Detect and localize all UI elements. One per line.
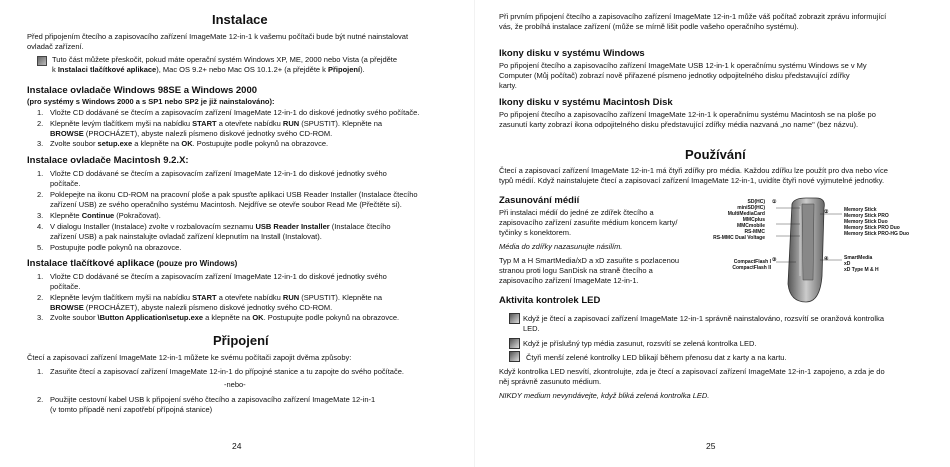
para-line: Typ M a H SmartMedia/xD a xD zasuňte s pozlacenou [499,256,680,265]
led-item: Když je čtecí a zapisovací zařízení ImageMate 12-in-1 správně nainstalováno, rozsvítí se oranžová kontrolka [523,314,885,323]
card-label: RS-MMC Dual Voltage [713,235,765,241]
right-page [475,0,950,467]
list-item: Vložte CD dodávané se čtecím a zapisovacím zařízení ImageMate 12-in-1 do diskové jednotky svého počítače. [50,108,420,117]
section-title-led: Aktivita kontrolek LED [499,295,601,306]
card-label: SmartMedia [844,255,873,261]
list-item: Zvolte soubor \Button Application\setup.exe a klepněte na OK. Postupujte podle pokynů na obrazovce. [50,313,400,322]
list-number: 2. [37,119,44,128]
slot-marker: ② [824,209,829,215]
right-card-labels [844,207,909,237]
left-card-labels [707,199,765,241]
note-line-2: k Instalaci tlačítkové aplikace), Mac OS 9.2+ nebo Mac OS 10.1.2+ (a přejděte k Připojení). [52,65,365,74]
para-line: Když kontrolka LED nesvítí, zkontrolujte, zda je čtecí a zapisovací zařízení ImageMate 12-in-1 zapojeno, a zda je do [499,367,885,376]
list-item: Zvolte soubor setup.exe a klepněte na OK. Postupujte podle pokynů na obrazovce. [50,139,329,148]
section-title-pouzivani: Používání [685,147,746,162]
list-number: 1. [37,272,44,281]
small-leds-icon [509,351,520,362]
or-separator: -nebo- [224,380,246,389]
list-number: 5. [37,243,44,252]
page-number: 24 [232,441,242,451]
para-line: zapisovacího zařízení ImageMate 12-in-1. [499,276,639,285]
list-item: V dialogu Installer (Instalace) zvolte v rozbalovacím seznamu USB Reader Installer (Instalace čtecího [50,222,391,231]
pripojeni-intro: Čtecí a zapisovací zařízení ImageMate 12-in-1 můžete ke svému počítači zapojit dvěma způsoby: [27,353,352,362]
list-item-cont: počítače. [50,179,81,188]
card-label: Memory Stick PRO-HG Duo [844,231,910,237]
slot-marker: ③ [772,257,777,263]
section-title-inserting-media: Zasunování médií [499,195,580,206]
card-label: xD [844,261,851,267]
list-item: Klepněte Continue (Pokračovat). [50,211,161,220]
list-item: Klepněte levým tlačítkem myši na nabídku START a otevřete nabídku RUN (SPUSTIT). Klepněte na [50,119,383,128]
list-number: 3. [37,313,44,322]
list-item-cont: BROWSE (PROCHÁZET), abyste nalezli písmeno diskové jednotky svého CD-ROM. [50,303,333,312]
list-item: Vložte CD dodávané se čtecím a zapisovacím zařízení ImageMate 12-in-1 do diskové jednotky svého [50,169,387,178]
card-label: MMCmobile [736,223,765,229]
list-number: 1. [37,169,44,178]
intro-line-2: ovladač zařízení. [27,42,84,51]
led-item-cont: LED. [523,324,540,333]
para-line: Po připojení čtecího a zapisovacího zařízení ImageMate USB 12-in-1 k operačnímu systému Windows se v My [499,61,867,70]
list-item: Vložte CD dodávané se čtecím a zapisovacím zařízení ImageMate 12-in-1 do diskové jednotky svého [50,272,387,281]
list-item: Postupujte podle pokynů na obrazovce. [50,243,182,252]
first-connect-line-1: Při prvním připojení čtecího a zapisovacího zařízení ImageMate 12-in-1 může váš počítač zobrazit zprávu informující [499,12,887,21]
slot-marker: ① [772,199,777,205]
list-item: Poklepejte na ikonu CD-ROM na pracovní ploše a pak spusťte aplikaci USB Reader Installer (Instalace čtecího [50,190,418,199]
list-item-cont: (v tomto případě není zapotřebí přípojná stanice) [50,405,213,414]
right-bottom-card-labels [844,255,879,273]
para-line: něj správně zasunuto médium. [499,377,602,386]
left-bottom-card-labels [721,259,771,271]
card-label: MultiMediaCard [727,211,765,217]
led-item: Když je příslušný typ média zasunut, rozsvítí se zelená kontrolka LED. [523,339,757,348]
led-item: Čtyři menší zelené kontrolky LED blikají během přenosu dat z karty a na kartu. [526,353,787,362]
list-number: 2. [37,190,44,199]
note-icon [37,56,47,66]
first-connect-line-2: vás, že probíhá instalace zařízení (může se mírně lišit podle vašeho operačního systému). [499,22,799,31]
card-label: Memory Stick PRO Duo [844,225,900,231]
para-line: Čtecí a zapisovací zařízení ImageMate 12-in-1 má čtyři zdířky pro média. Každou zdířku lze použít pro dva nebo více [499,166,888,175]
section-title-button-app: Instalace tlačítkové aplikace (pouze pro Windows) [27,258,238,269]
list-number: 3. [37,211,44,220]
card-label: CompactFlash II [732,265,771,271]
card-label: Memory Stick [844,207,877,213]
list-item: Klepněte levým tlačítkem myši na nabídku START a otevřete nabídku RUN (SPUSTIT). Klepněte na [50,293,383,302]
section-subtitle-windows-driver: (pro systémy s Windows 2000 a s SP1 nebo SP2 je již nainstalováno): [27,97,275,106]
list-item-cont: počítače. [50,282,81,291]
intro-line-1: Před připojením čtecího a zapisovacího zařízení ImageMate 12-in-1 k vašemu počítači bude být nutné nainstalovat [27,32,409,41]
card-label: MMCplus [742,217,765,223]
card-label: CompactFlash I [733,259,771,265]
warning-italic: Média do zdířky nazasunujte násilím. [499,242,623,251]
para-line: Po připojení čtecího a zapisovacího zařízení ImageMate 12-in-1 k operačnímu systému Macintosh se na ploše po [499,110,876,119]
para-line: Při instalaci médií do jedné ze zdířek čtecího a [499,208,654,217]
section-title-pripojeni: Připojení [213,333,269,348]
para-line: zapisovacího zařízení zasuňte médium koncem karty/ [499,218,678,227]
card-label: Memory Stick PRO [844,213,889,219]
section-title-mac-icons: Ikony disku v systému Macintosh Disk [499,97,673,108]
list-item: Použijte cestovní kabel USB k připojení svého čtecího a zapisovacího zařízení ImageMate 12-in-1 [50,395,376,404]
section-title-windows-icons: Ikony disku v systému Windows [499,48,645,59]
list-item-cont: zařízení USB) ze svého operačního systému Macintosh. Nejdříve se otevře soubor Read Me (Přečtěte si). [50,200,402,209]
para-line: zasunutí karty zobrazí ikona odpojitelného disku představující zdířky média nazvaná „no name" (bez názvu). [499,120,859,129]
list-item-cont: zařízení USB) a pak nainstalujte ovladač zařízení klepnutím na Install (Instalovat). [50,232,322,241]
list-number: 1. [37,367,44,376]
card-label: SD(HC) [747,199,765,205]
list-item-cont: BROWSE (PROCHÁZET), abyste nalezli písmeno diskové jednotky svého CD-ROM. [50,129,333,138]
para-line: tyčinky s konektorem. [499,228,572,237]
card-label: Memory Stick Duo [844,219,888,225]
page-number: 25 [706,441,716,451]
para-line: Computer (Můj počítač) zobrazí nově přiřazené písmeno jednotky odpojitelného disku představující zdířky [499,71,850,80]
list-number: 3. [37,139,44,148]
card-label: miniSD(HC) [737,205,765,211]
note-line-1: Tuto část můžete přeskočit, pokud máte operační systém Windows XP, ME, 2000 nebo Vista (a přejděte [52,55,398,64]
list-number: 2. [37,293,44,302]
page-title-instalace: Instalace [212,12,268,27]
green-led-icon [509,338,520,349]
card-label: xD Type M & H [844,267,879,273]
list-number: 2. [37,395,44,404]
para-line: stranou proti logu SanDisk na straně čtecího a [499,266,653,275]
section-title-windows-driver: Instalace ovladače Windows 98SE a Windows 2000 [27,85,258,96]
card-label: RS-MMC [744,229,765,235]
list-number: 4. [37,222,44,231]
slot-marker: ④ [824,256,829,262]
led-warning-italic: NIKDY medium nevyndávejte, když bliká zelená kontrolka LED. [499,391,710,400]
list-number: 1. [37,108,44,117]
orange-led-icon [509,313,520,324]
para-line: typů médií. Když nainstalujete čtecí a zapisovací zařízení ImageMate 12-in-1, uvidíte čtyři nové vyjmutelné jednotky. [499,176,885,185]
para-line: karty. [499,81,517,90]
section-title-mac-driver: Instalace ovladače Macintosh 9.2.X: [27,155,189,166]
list-item: Zasuňte čtecí a zapisovací zařízení ImageMate 12-in-1 do přípojné stanice a tu zapojte do svého počítače. [50,367,404,376]
